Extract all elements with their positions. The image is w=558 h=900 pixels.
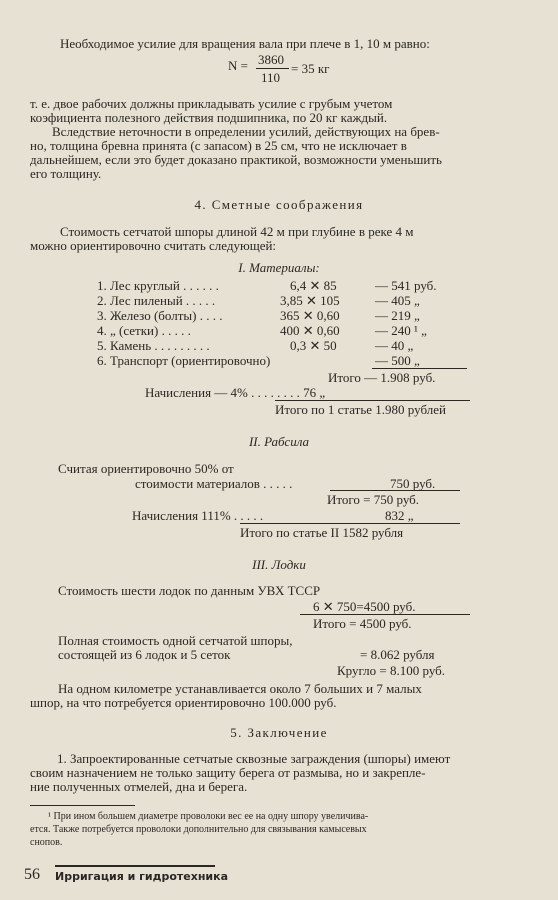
- row-label: 5. Камень . . . . . . . . .: [97, 338, 210, 353]
- accrual-line: Начисления 111% . . . . .: [132, 508, 264, 523]
- row-value: — 40 „: [375, 338, 414, 353]
- section-heading: 5. Заключение: [230, 725, 328, 740]
- boats-value: = 8.062 рубля: [360, 647, 435, 662]
- row-label: 4. „ (сетки) . . . . .: [97, 323, 191, 338]
- paragraph-line: своим назначением не только защиту берега от размыва, но и закрепле-: [30, 765, 426, 780]
- labor-line: Считая ориентировочно 50% от: [58, 461, 234, 476]
- paragraph-line: Вследствие неточности в определении усилий, действующих на брев-: [52, 124, 440, 139]
- round-total: Кругло = 8.100 руб.: [337, 663, 446, 678]
- row-value: — 405 „: [375, 293, 420, 308]
- paragraph-line: т. е. двое рабочих должны прикладывать усилие с грубым учетом: [30, 96, 393, 111]
- accrual-value: 832 „: [385, 508, 414, 523]
- labor-value: 750 руб.: [390, 476, 436, 491]
- boats-line: шпор, на что потребуется ориентировочно 100.000 руб.: [30, 695, 337, 710]
- sum-rule: [372, 368, 467, 369]
- formula-lhs: N =: [228, 58, 248, 73]
- row-calc: 400 ✕ 0,60: [280, 323, 340, 338]
- footnote-line: ¹ При ином большем диаметре проволоки вес ее на одну шпору увеличива-: [48, 811, 369, 822]
- row-value: — 219 „: [375, 308, 420, 323]
- boats-line: Полная стоимость одной сетчатой шпоры,: [58, 633, 293, 648]
- total: Итого по статье II 1582 рубля: [240, 525, 404, 540]
- row-calc: 0,3 ✕ 50: [290, 338, 337, 353]
- sum-rule: [330, 490, 460, 491]
- subsection-heading: III. Лодки: [252, 557, 306, 572]
- fraction-bar: [256, 68, 289, 69]
- paragraph-line: можно ориентировочно считать следующей:: [30, 238, 277, 253]
- sum-rule: [275, 400, 470, 401]
- row-value: — 500 „: [375, 353, 420, 368]
- subtotal: Итого — 1.908 руб.: [328, 370, 436, 385]
- paragraph-line: 1. Запроектированные сетчатые сквозные заграждения (шпоры) имеют: [57, 751, 451, 766]
- row-label: 2. Лес пиленый . . . . .: [97, 293, 216, 308]
- paragraph-line: дальнейшем, если это будет доказано практикой, возможности уменьшить: [30, 152, 442, 167]
- paragraph-line: но, толщина бревна принята (с запасом) в 25 см, что не исключает в: [30, 138, 407, 153]
- paragraph-line: коэфициента полезного действия подшипника, по 20 кг каждый.: [30, 110, 388, 125]
- paragraph-line: его толщину.: [30, 166, 102, 181]
- row-value: — 240 ¹ „: [375, 323, 427, 338]
- paragraph-line: Стоимость сетчатой шпоры длиной 42 м при глубине в реке 4 м: [60, 224, 414, 239]
- subtotal: Итого = 4500 руб.: [313, 616, 412, 631]
- footnote-line: снопов.: [30, 837, 63, 848]
- sum-rule: [240, 523, 460, 524]
- paragraph-line: ние полученных отмелей, дна и берега.: [30, 779, 248, 794]
- formula: [228, 52, 408, 92]
- boats-line: состоящей из 6 лодок и 5 сеток: [58, 647, 231, 662]
- footnote-line: ется. Также потребуется проволоки дополнительно для связывания камыcевых: [30, 824, 367, 835]
- row-label: 3. Железо (болты) . . . .: [97, 308, 223, 323]
- row-value: — 541 руб.: [375, 278, 437, 293]
- formula-numerator: 3860: [258, 52, 284, 67]
- row-calc: 365 ✕ 0,60: [280, 308, 340, 323]
- boats-line: Стоимость шести лодок по данным УВХ ТССР: [58, 583, 321, 598]
- total: Итого по 1 статье 1.980 рублей: [275, 402, 446, 417]
- formula-result: = 35 кг: [291, 61, 330, 76]
- boats-calc: 6 ✕ 750=4500 руб.: [313, 599, 416, 614]
- labor-line: стоимости материалов . . . . .: [135, 476, 293, 491]
- row-label: 6. Транспорт (ориентировочно): [97, 353, 271, 368]
- sum-rule: [300, 614, 470, 615]
- footnote-rule: [30, 805, 135, 806]
- row-calc: 3,85 ✕ 105: [280, 293, 340, 308]
- journal-title: Ирригация и гидротехника: [55, 870, 229, 883]
- row-label: 1. Лес круглый . . . . . .: [97, 278, 219, 293]
- formula-denominator: 110: [261, 70, 281, 85]
- intro-line: Необходимое усилие для вращения вала при плече в 1, 10 м равно:: [60, 36, 430, 51]
- row-calc: 6,4 ✕ 85: [290, 278, 337, 293]
- subsection-heading: I. Материалы:: [238, 260, 320, 275]
- subtotal: Итого = 750 руб.: [327, 492, 420, 507]
- section-heading: 4. Сметные соображения: [194, 197, 364, 212]
- subsection-heading: II. Рабсила: [248, 434, 310, 449]
- boats-line: На одном километре устанавливается около 7 больших и 7 малых: [58, 681, 422, 696]
- page-number: 56: [24, 866, 40, 883]
- footer-rule: [55, 865, 215, 867]
- accrual-line: Начисления — 4% . . . . . . . . 76 „: [145, 385, 326, 400]
